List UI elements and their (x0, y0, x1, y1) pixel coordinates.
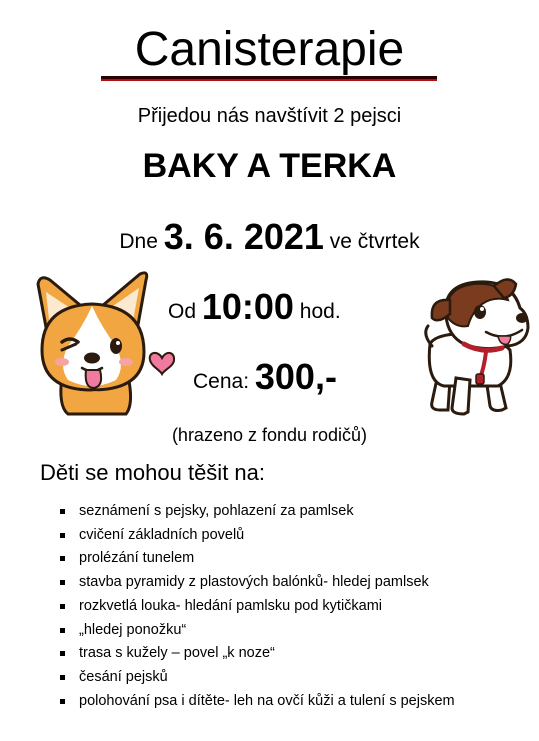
price-prefix: Cena: (193, 370, 250, 393)
bullet-icon (60, 580, 65, 585)
list-item: rozkvetlá louka- hledání pamlsku pod kytičkami (58, 595, 455, 619)
bullet-icon (60, 556, 65, 561)
bullet-icon (60, 628, 65, 633)
list-item: polohování psa i dítěte- leh na ovčí kůži a tulení s pejskem (58, 690, 455, 714)
corgi-illustration (28, 266, 180, 418)
list-item: seznámení s pejsky, pohlazení za pamlsek (58, 500, 455, 524)
activities-list (58, 500, 455, 713)
bullet-icon (60, 604, 65, 609)
subtitle: Přijedou nás navštívit 2 pejsci (137, 105, 402, 127)
bullet-icon (60, 509, 65, 514)
bullet-icon (60, 651, 65, 656)
list-item: trasa s kužely – povel „k noze“ (58, 642, 455, 666)
date-value: 3. 6. 2021 (163, 216, 324, 257)
bullet-icon (60, 699, 65, 704)
date-suffix: ve čtvrtek (329, 230, 420, 253)
time-value: 10:00 (201, 286, 294, 327)
dog-names: BAKY A TERKA (142, 147, 397, 185)
list-item: stavba pyramidy z plastových balónků- hledej pamlsek (58, 571, 455, 595)
date-prefix: Dne (119, 230, 158, 253)
list-item: „hledej ponožku“ (58, 619, 455, 643)
terrier-illustration (424, 274, 532, 418)
title-underline (101, 76, 437, 79)
price-line (193, 354, 337, 405)
page-title: Canisterapie (134, 23, 405, 76)
list-item: cvičení základních povelů (58, 524, 455, 548)
bullet-icon (60, 675, 65, 680)
time-prefix: Od (168, 300, 197, 323)
date-line (0, 214, 539, 265)
bullet-icon (60, 533, 65, 538)
activities-heading: Děti se mohou těšit na: (40, 460, 266, 485)
heart-icon (150, 353, 174, 374)
list-item: česání pejsků (58, 666, 455, 690)
price-value: 300,- (254, 356, 337, 397)
list-item: prolézání tunelem (58, 547, 455, 571)
time-line (168, 284, 341, 335)
time-suffix: hod. (299, 300, 341, 323)
price-note: (hrazeno z fondu rodičů) (171, 425, 368, 445)
